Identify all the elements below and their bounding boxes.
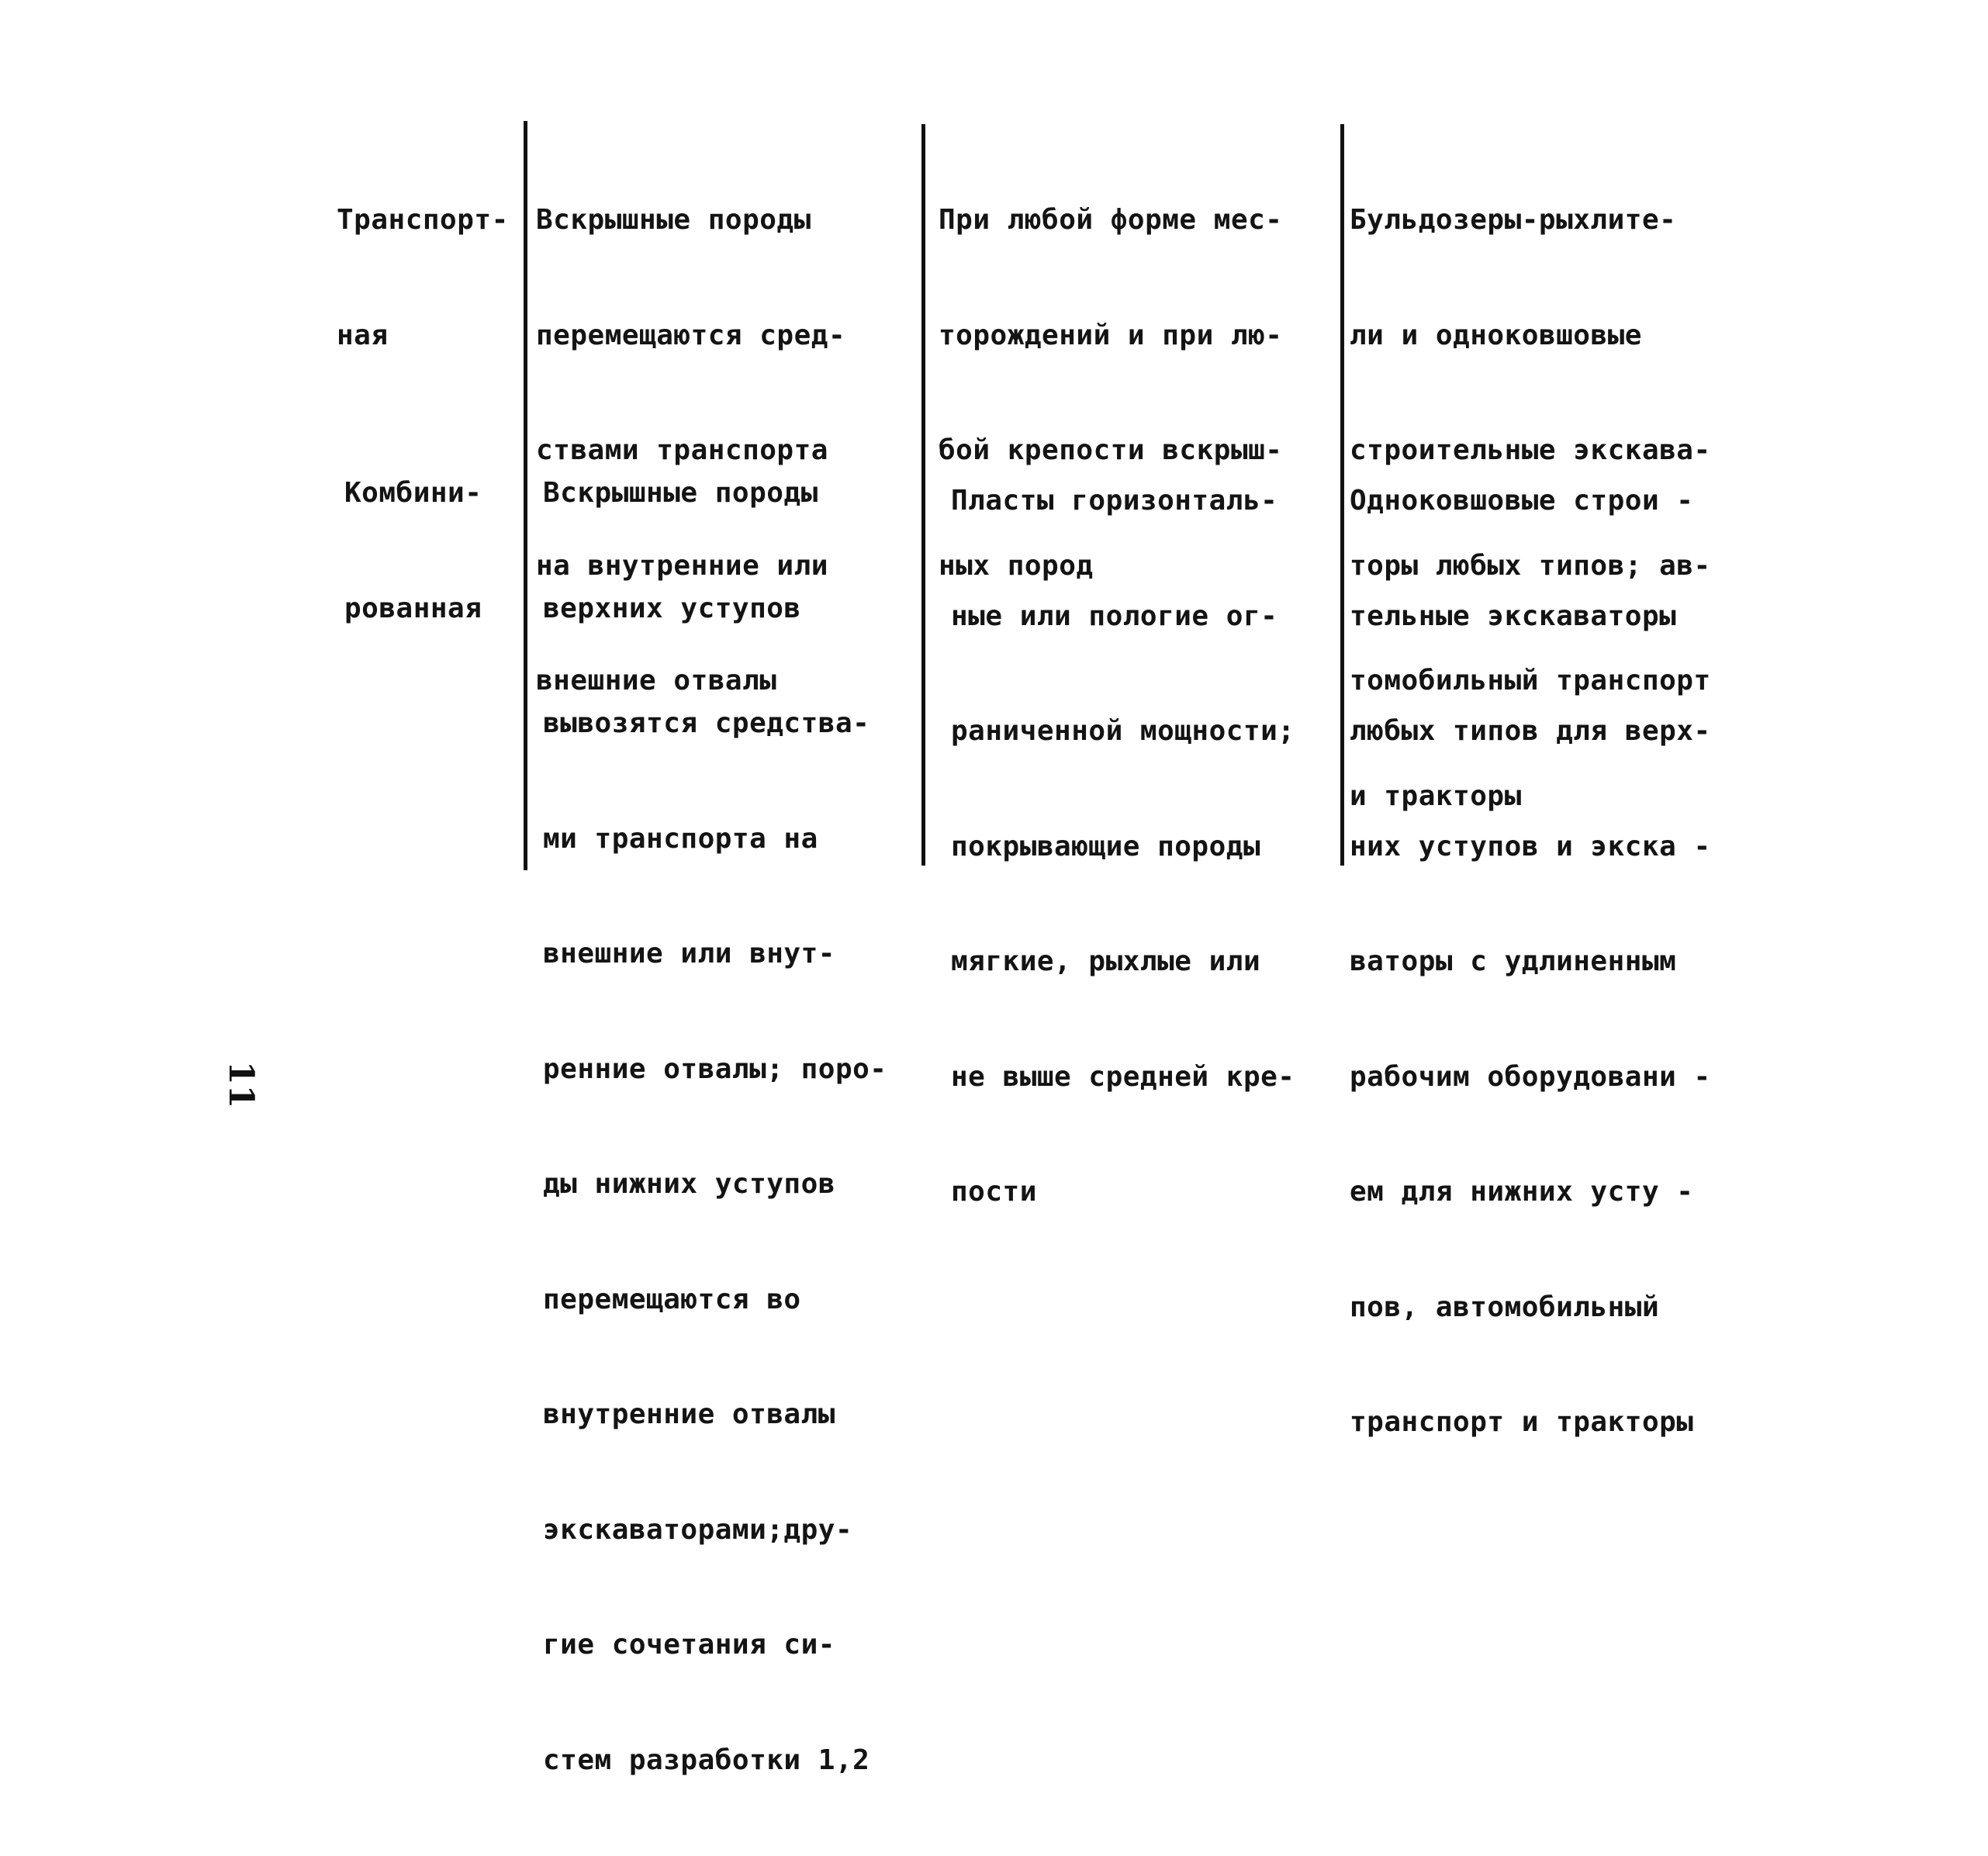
row2-equipment-line: ваторы с удлиненным [1350,945,1677,977]
row1-equipment-line: торы любых типов; ав- [1350,549,1711,582]
row2-conditions-line: раниченной мощности; [951,715,1295,747]
row2-description-line: верхних уступов [543,592,801,624]
row2-conditions-line: Пласты горизонталь- [951,485,1278,517]
row2-conditions-line: мягкие, рыхлые или [951,945,1261,977]
row1-description-line: внешние отвалы [536,665,777,696]
page-number: 11 [221,1061,261,1109]
row2-conditions-line: ные или пологие ог- [951,600,1278,632]
row1-conditions-line: торождений и при лю- [939,319,1283,351]
row2-conditions-cell [951,405,1295,1288]
row1-equipment-line: ли и одноковшовые [1350,319,1642,351]
row2-conditions-line: не выше средней кре- [951,1060,1295,1093]
row2-equipment-line: них уступов и экска - [1350,830,1711,862]
row2-description-line: перемещаются во [543,1283,801,1315]
row2-description-line: ды нижних уступов [543,1168,835,1200]
row1-system-line: Транспорт- [337,204,509,236]
row2-description-line: внутренние отвалы [543,1398,835,1430]
row1-equipment-line: томобильный транспорт [1350,665,1711,696]
row1-equipment-line: Бульдозеры-рыхлите- [1350,204,1677,236]
row2-description-line: ренние отвалы; поро- [543,1052,887,1085]
row2-conditions-line: покрывающие породы [951,830,1261,862]
row1-description-line: перемещаются сред- [536,319,846,351]
column-rule-2 [921,124,925,866]
row1-system-cell [337,124,509,431]
row1-conditions-line: При любой форме мес- [939,204,1283,236]
row2-description-cell [543,397,887,1856]
column-rule-1 [524,121,527,870]
row2-equipment-line: рабочим оборудовани - [1350,1060,1711,1093]
row2-description-line: ми транспорта на [543,822,818,855]
row2-equipment-line: ем для нижних усту - [1350,1176,1694,1208]
row2-equipment-line: пов, автомобильный [1350,1291,1660,1323]
row1-description-line: ствами транспорта [536,434,828,466]
row1-equipment-line: и тракторы [1350,779,1522,812]
row2-equipment-line: тельные экскаваторы [1350,600,1677,632]
row2-system-line: Комбини- [344,477,482,509]
row1-conditions-line: бой крепости вскрыш- [939,434,1283,466]
row2-description-line: экскаваторами;дру- [543,1513,853,1546]
row2-description-line: внешние или внут- [543,938,835,969]
row2-system-line: рованная [344,592,482,624]
row1-description-line: на внутренние или [536,549,828,582]
row1-system-line: ная [337,319,389,351]
row2-system-cell [344,397,482,704]
row2-equipment-cell [1350,405,1711,1519]
row1-description-line: Вскрышные породы [536,204,811,236]
row2-conditions-line: пости [951,1176,1037,1208]
row2-equipment-line: любых типов для верх- [1350,715,1711,747]
column-rule-3 [1340,124,1344,866]
row2-equipment-line: Одноковшовые строи - [1350,485,1694,517]
row2-description-line: гие сочетания си- [543,1629,835,1661]
row2-description-line: стем разработки 1,2 [543,1744,870,1776]
row1-equipment-line: строительные экскава- [1350,434,1711,466]
row1-conditions-line: ных пород [939,549,1094,582]
row2-description-line: вывозятся средства- [543,707,870,739]
row2-description-line: Вскрышные породы [543,477,818,509]
row2-equipment-line: транспорт и тракторы [1350,1406,1694,1438]
